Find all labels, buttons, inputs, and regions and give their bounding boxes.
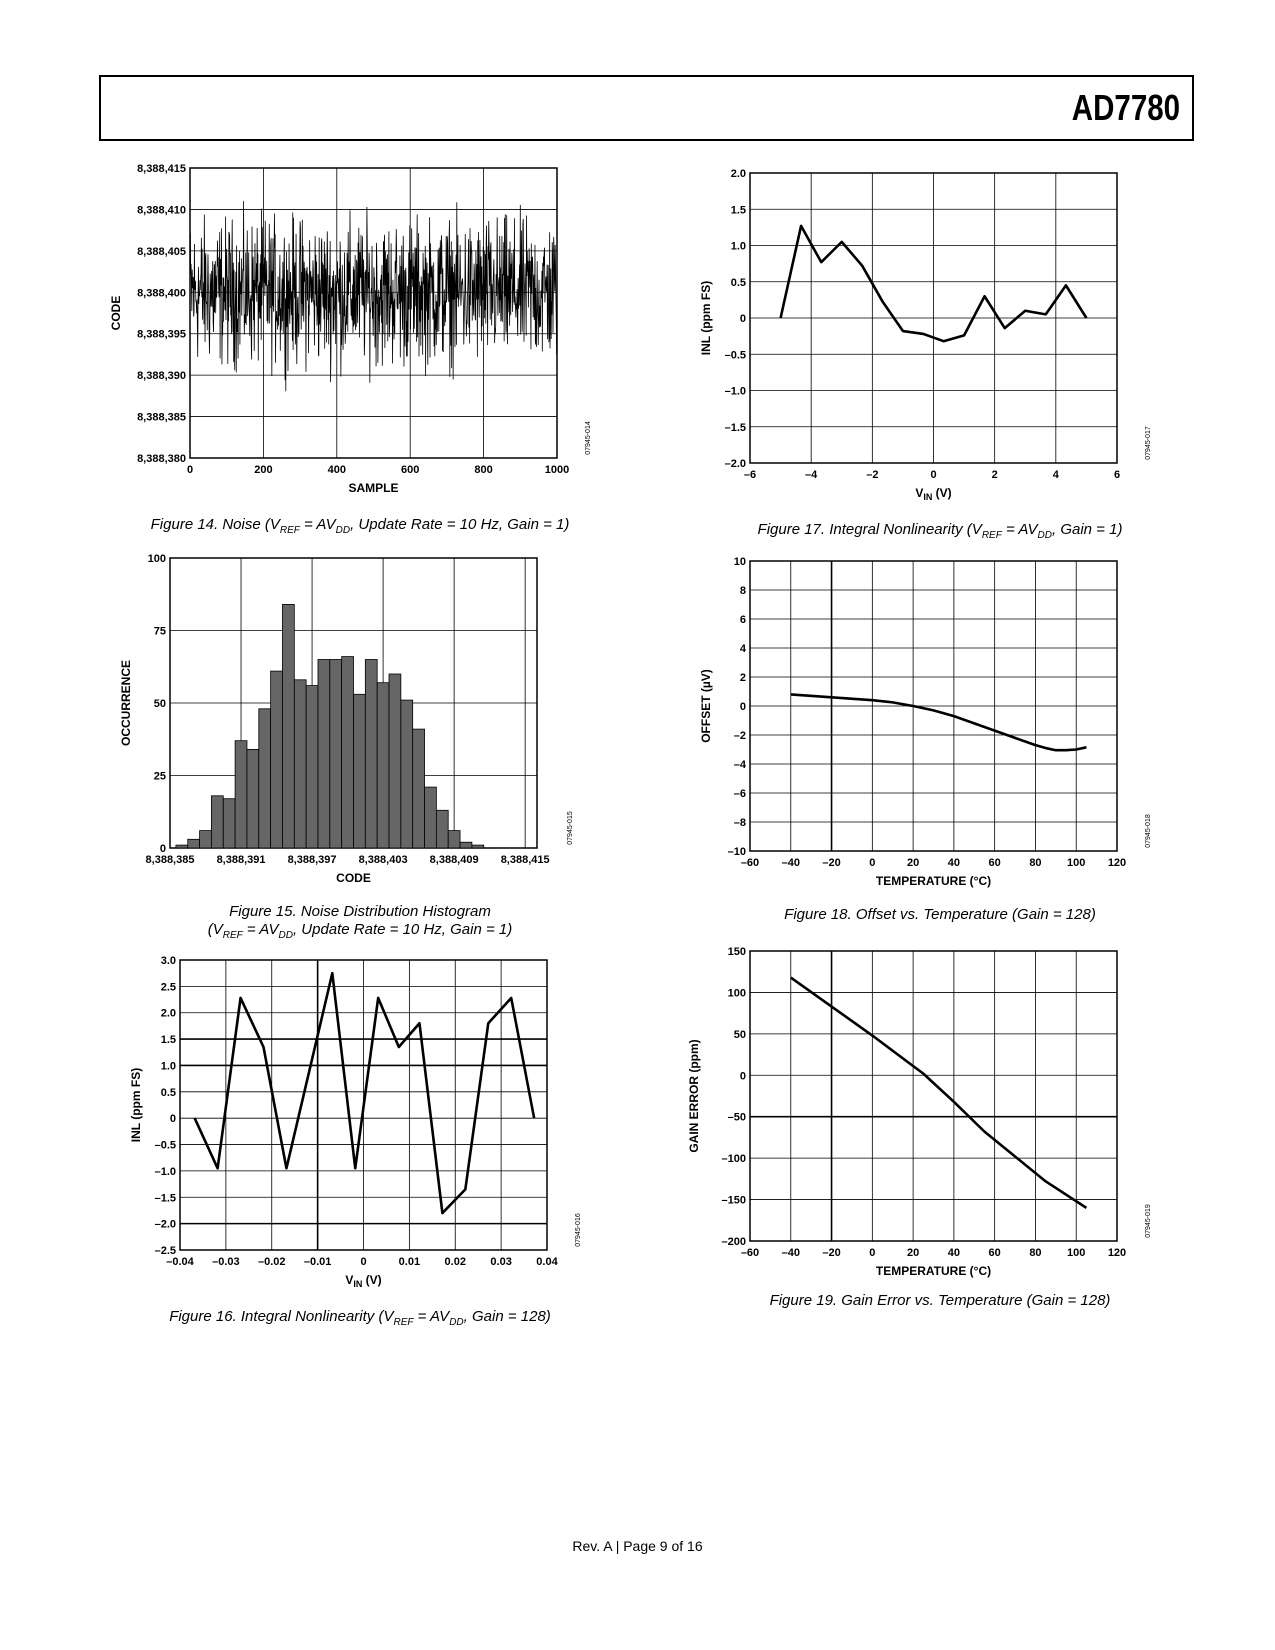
y-tick-label: 6: [739, 614, 746, 626]
x-tick-label: 8,388,397: [287, 854, 337, 866]
y-axis-label: OCCURRENCE: [119, 659, 133, 747]
x-tick-label: 8,388,391: [216, 854, 266, 866]
figure-16-caption: [110, 1308, 610, 1332]
caption-text: = AV: [1001, 521, 1038, 538]
caption-text: = AV: [299, 516, 336, 533]
x-tick-label: 200: [254, 464, 273, 476]
x-tick-label: 8,388,385: [145, 854, 195, 866]
figure-19-caption: [690, 1292, 1190, 1310]
y-axis-label: INL (ppm FS): [129, 1067, 143, 1143]
caption-text: Figure 18. Offset vs. Temperature (Gain = 128): [784, 906, 1096, 923]
y-tick-label: –1.0: [724, 385, 746, 398]
x-tick-label: –60: [740, 1247, 760, 1259]
caption-text: Figure 19. Gain Error vs. Temperature (Gain = 128): [769, 1292, 1111, 1309]
chart-inl-gain-128: [110, 955, 610, 1305]
caption-text: , Gain = 128): [463, 1308, 551, 1325]
histogram-bar: [330, 660, 342, 849]
histogram-bar: [342, 657, 354, 848]
chart-noise: [110, 160, 610, 515]
y-tick-label: 8,388,400: [137, 287, 186, 300]
x-axis-label: CODE: [336, 871, 371, 885]
x-axis-label-unit: (V): [932, 486, 952, 500]
x-tick-label: 40: [947, 857, 961, 869]
chart-gain-error-vs-temperature: [687, 945, 1190, 1300]
noise-trace: [190, 201, 557, 391]
y-tick-label: –2.5: [154, 1245, 176, 1257]
figure-15-caption: [110, 903, 610, 945]
histogram-bar: [401, 700, 413, 848]
figure-17-caption: [690, 521, 1190, 545]
x-axis-label-main: V: [345, 1273, 354, 1287]
x-tick-label: –60: [740, 857, 760, 869]
y-tick-label: 8: [739, 585, 746, 597]
histogram-bar: [425, 787, 437, 848]
x-tick-label: 0: [360, 1256, 367, 1268]
x-tick-label: 0: [869, 1247, 876, 1259]
histogram-bar: [271, 671, 283, 848]
y-tick-label: 8,388,395: [137, 328, 186, 341]
caption-line-2: [110, 921, 610, 945]
x-tick-label: 8,388,409: [429, 854, 479, 866]
y-tick-label: 0: [739, 701, 746, 713]
x-axis-label-subscript: IN: [923, 492, 933, 502]
histogram-bar: [460, 842, 472, 848]
x-tick-label: 0: [930, 469, 937, 481]
histogram-bar: [176, 845, 188, 848]
y-tick-label: 25: [153, 770, 166, 783]
y-tick-label: 2.0: [160, 1007, 176, 1020]
y-tick-label: 0: [169, 1113, 176, 1126]
x-tick-label: –40: [781, 857, 800, 869]
y-tick-label: 0: [739, 313, 746, 325]
caption-subscript: DD: [1037, 530, 1052, 541]
histogram-bar: [282, 604, 294, 848]
x-tick-label: –20: [822, 1247, 841, 1259]
x-tick-label: 800: [474, 464, 493, 476]
x-axis-label: [915, 486, 951, 502]
y-tick-label: 100: [727, 987, 746, 1000]
caption-text: = AV: [242, 921, 279, 938]
y-tick-label: 2.5: [160, 981, 176, 994]
y-tick-label: –1.5: [724, 421, 746, 434]
figure-code: 07945-019: [1145, 1204, 1152, 1238]
x-tick-label: –2: [866, 469, 879, 481]
caption-text: (V: [207, 921, 223, 938]
caption-text: Figure 14. Noise (V: [150, 516, 280, 533]
y-tick-label: –50: [727, 1111, 746, 1124]
x-tick-label: –0.02: [257, 1256, 286, 1268]
x-tick-label: 40: [947, 1247, 961, 1259]
x-tick-label: 0.04: [536, 1256, 558, 1268]
histogram-bar: [294, 680, 306, 848]
caption-subscript: REF: [981, 530, 1002, 541]
y-tick-label: 50: [733, 1028, 746, 1041]
y-tick-label: 2.0: [730, 168, 746, 180]
histogram-bar: [448, 831, 460, 848]
x-tick-label: –0.01: [303, 1256, 332, 1268]
y-tick-label: 10: [733, 556, 746, 568]
x-tick-label: 100: [1067, 1247, 1086, 1259]
x-tick-label: 80: [1029, 857, 1042, 869]
figure-code: 07945-016: [575, 1213, 582, 1247]
plot-frame: [750, 951, 1117, 1241]
histogram-bar: [472, 845, 484, 848]
y-axis-label: OFFSET (µV): [699, 669, 713, 743]
page-footer: Rev. A | Page 9 of 16: [572, 1538, 703, 1554]
y-tick-label: –0.5: [154, 1139, 176, 1152]
y-tick-label: 1.0: [160, 1060, 176, 1073]
y-tick-label: 8,388,390: [137, 370, 186, 383]
histogram-bar: [200, 831, 212, 848]
caption-subscript: DD: [449, 1317, 464, 1328]
histogram-bar: [259, 709, 271, 848]
y-tick-label: –1.5: [154, 1192, 176, 1205]
x-axis-label-main: V: [915, 486, 924, 500]
y-tick-label: 1.5: [730, 204, 746, 217]
caption-text: , Update Rate = 10 Hz, Gain = 1): [350, 516, 570, 533]
y-tick-label: 8,388,385: [137, 411, 186, 424]
caption-text: Figure 17. Integral Nonlinearity (V: [757, 521, 982, 538]
y-tick-label: 8,388,410: [137, 204, 186, 217]
caption-text: = AV: [413, 1308, 450, 1325]
x-tick-label: 8,388,403: [358, 854, 408, 866]
x-tick-label: 0.01: [398, 1256, 421, 1268]
x-tick-label: 2: [991, 469, 998, 481]
y-tick-label: 8,388,405: [137, 245, 186, 258]
x-tick-label: –0.04: [166, 1256, 194, 1268]
y-tick-label: 75: [153, 625, 166, 638]
histogram-bar: [188, 839, 200, 848]
x-tick-label: 400: [327, 464, 346, 476]
x-axis-label: [345, 1273, 381, 1289]
x-axis-label: TEMPERATURE (°C): [875, 1264, 992, 1278]
caption-text: , Update Rate = 10 Hz, Gain = 1): [292, 921, 513, 938]
y-tick-label: 8,388,380: [137, 453, 186, 465]
y-tick-label: 3.0: [160, 955, 176, 967]
histogram-bar: [247, 749, 259, 848]
y-tick-label: 0.5: [160, 1086, 176, 1099]
x-axis-label-unit: (V): [362, 1273, 382, 1287]
y-tick-label: –4: [733, 759, 746, 771]
y-tick-label: 4: [739, 643, 746, 655]
page-header: [99, 75, 1194, 141]
x-tick-label: 600: [401, 464, 420, 476]
y-tick-label: 50: [153, 698, 166, 710]
x-tick-label: 0.02: [444, 1256, 466, 1268]
y-tick-label: –8: [733, 817, 746, 829]
histogram-bar: [354, 694, 366, 848]
y-tick-label: –2.0: [154, 1218, 176, 1231]
x-tick-label: –6: [743, 469, 757, 481]
y-tick-label: –2: [733, 730, 746, 742]
histogram-bar: [436, 810, 448, 848]
y-tick-label: 1.0: [730, 240, 746, 253]
histogram-bar: [377, 683, 389, 848]
x-tick-label: –0.03: [212, 1256, 240, 1268]
x-axis-label-subscript: IN: [353, 1279, 363, 1289]
y-tick-label: 100: [147, 553, 166, 565]
x-axis-label: SAMPLE: [348, 481, 399, 495]
histogram-bar: [235, 741, 247, 848]
chart-inl-gain-1: [690, 165, 1190, 520]
caption-text: Figure 16. Integral Nonlinearity (V: [169, 1308, 394, 1325]
y-tick-label: –100: [721, 1153, 746, 1166]
x-tick-label: 20: [906, 1247, 920, 1259]
caption-text: , Gain = 1): [1052, 521, 1123, 538]
figure-14-caption: [110, 516, 610, 540]
y-tick-label: 150: [727, 946, 746, 958]
caption-subscript: DD: [335, 525, 351, 536]
y-tick-label: 0: [739, 1070, 746, 1083]
y-tick-label: –150: [721, 1194, 746, 1207]
y-axis-label: GAIN ERROR (ppm): [687, 1039, 701, 1153]
data-line: [791, 978, 1087, 1208]
y-axis-label: INL (ppm FS): [699, 280, 713, 356]
x-tick-label: 60: [988, 1247, 1001, 1259]
y-tick-label: –0.5: [724, 349, 746, 362]
product-name: AD7780: [1071, 87, 1180, 128]
figure-code: 07945-018: [1145, 814, 1152, 848]
y-tick-label: –1.0: [154, 1165, 176, 1178]
chart-noise-histogram: [110, 550, 610, 905]
x-tick-label: 6: [1113, 469, 1121, 481]
y-tick-label: 2: [739, 672, 746, 684]
y-axis-label: CODE: [109, 295, 123, 331]
y-tick-label: –10: [727, 846, 746, 858]
x-tick-label: 120: [1107, 1247, 1127, 1259]
caption-subscript: REF: [279, 525, 300, 536]
x-tick-label: 0: [869, 857, 876, 869]
x-axis-label: TEMPERATURE (°C): [875, 874, 992, 888]
y-tick-label: 1.5: [160, 1034, 176, 1047]
x-tick-label: –40: [781, 1247, 800, 1259]
caption-subscript: REF: [393, 1317, 414, 1328]
x-tick-label: 8,388,415: [500, 854, 550, 866]
x-tick-label: 100: [1067, 857, 1086, 869]
x-tick-label: 1000: [544, 464, 570, 476]
histogram-bar: [389, 674, 401, 848]
histogram-bar: [413, 729, 425, 848]
y-tick-label: 0.5: [730, 276, 746, 289]
caption-line-1: Figure 15. Noise Distribution Histogram: [229, 903, 491, 920]
x-tick-label: 0.03: [490, 1256, 512, 1268]
data-line: [195, 973, 534, 1213]
x-tick-label: –20: [822, 857, 841, 869]
y-tick-label: –200: [721, 1236, 746, 1248]
x-tick-label: 80: [1029, 1247, 1042, 1259]
figure-code: 07945-014: [585, 421, 592, 455]
figure-code: 07945-015: [567, 811, 574, 845]
x-tick-label: 4: [1052, 469, 1059, 481]
y-tick-label: 0: [159, 843, 166, 855]
x-tick-label: 20: [906, 857, 920, 869]
histogram-bar: [365, 660, 377, 849]
figure-18-caption: [690, 906, 1190, 924]
x-tick-label: –4: [805, 469, 818, 481]
x-tick-label: 120: [1107, 857, 1127, 869]
y-tick-label: –6: [733, 788, 746, 800]
chart-offset-vs-temperature: [690, 555, 1190, 910]
histogram-bar: [211, 796, 223, 848]
data-line: [791, 694, 1087, 750]
caption-subscript: DD: [278, 930, 293, 941]
y-tick-label: 8,388,415: [137, 163, 186, 175]
histogram-bar: [306, 686, 318, 848]
x-tick-label: 60: [988, 857, 1001, 869]
x-tick-label: 0: [186, 464, 194, 476]
figure-code: 07945-017: [1145, 426, 1152, 460]
y-tick-label: –2.0: [724, 458, 746, 470]
caption-subscript: REF: [222, 930, 243, 941]
histogram-bar: [223, 799, 235, 848]
histogram-bar: [318, 660, 330, 849]
